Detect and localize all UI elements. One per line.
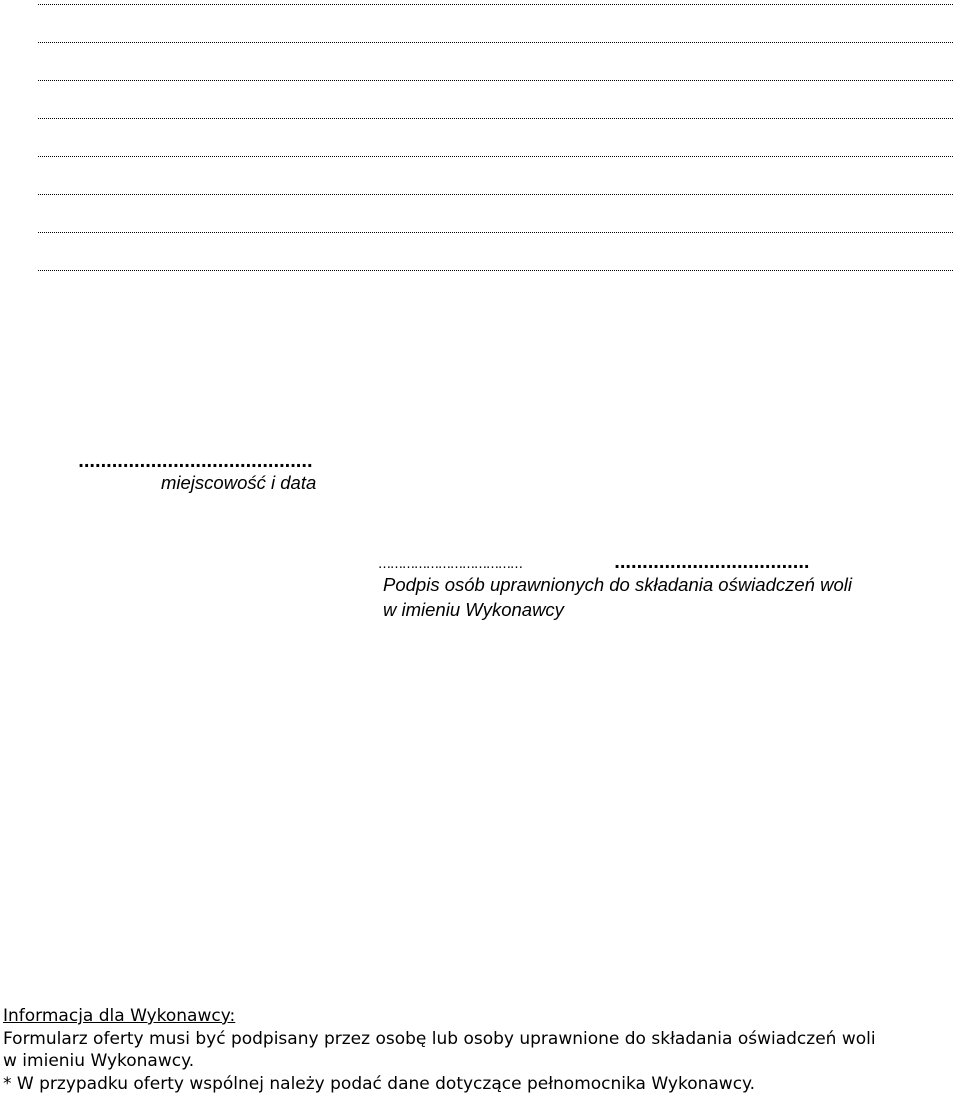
blank-dotted-line	[38, 118, 953, 119]
signature-caption-line2: w imieniu Wykonawcy	[383, 599, 564, 620]
blank-dotted-line	[38, 194, 953, 195]
info-line: w imieniu Wykonawcy.	[3, 1051, 195, 1071]
contractor-info	[3, 1005, 958, 1095]
blank-dotted-line	[38, 80, 953, 81]
info-footnote: * W przypadku oferty wspólnej należy podać dane dotyczące pełnomocnika Wykonawcy.	[3, 1073, 756, 1094]
blank-dotted-line	[38, 4, 953, 5]
place-date-caption: miejscowość i data	[161, 472, 317, 493]
blank-dotted-line	[38, 156, 953, 157]
blank-dotted-line	[38, 270, 953, 271]
blank-dotted-line	[38, 232, 953, 233]
info-heading: Informacja dla Wykonawcy:	[3, 1006, 236, 1026]
signature-dots-bold: ...................................	[614, 553, 810, 572]
signature-dots-light: ………………………………	[378, 557, 522, 572]
blank-dotted-line	[38, 42, 953, 43]
place-date-dots: ..........................................	[78, 452, 313, 471]
info-line: Formularz oferty musi być podpisany przez osobę lub osoby uprawnione do składania oświadczeń woli	[3, 1028, 876, 1049]
signature-caption-line1: Podpis osób uprawnionych do składania oświadczeń woli	[383, 574, 852, 595]
